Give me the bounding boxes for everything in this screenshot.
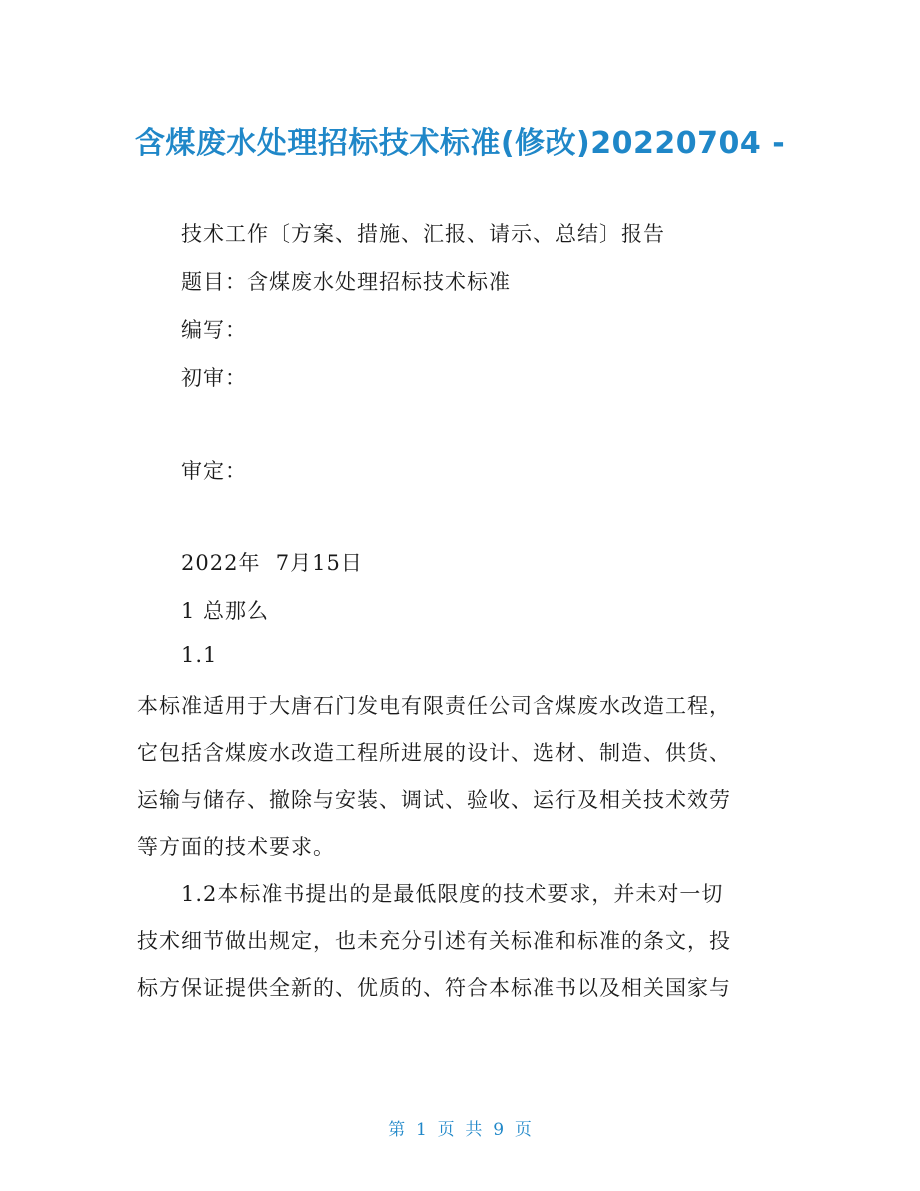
- page-footer: 第 1 页 共 9 页: [388, 1120, 532, 1140]
- report-type-line: 技术工作〔方案、措施、汇报、请示、总结〕报告: [181, 222, 665, 246]
- paragraph-line: 它包括含煤废水改造工程所进展的设计、选材、制造、供货、: [137, 741, 731, 765]
- paragraph-line: 运输与储存、撤除与安装、调试、验收、运行及相关技术效劳: [137, 788, 731, 812]
- author-line: 编写：: [181, 318, 247, 342]
- page-title: 含煤废水处理招标技术标准(修改)20220704 -: [134, 126, 786, 161]
- section-heading: 1 总那么: [181, 599, 270, 623]
- paragraph-line: 标方保证提供全新的、优质的、符合本标准书以及相关国家与: [137, 976, 731, 1000]
- date-line: 2022年 7月15日: [181, 551, 363, 575]
- preliminary-review-line: 初审：: [181, 366, 247, 390]
- paragraph-line: 1.2本标准书提出的是最低限度的技术要求，并未对一切: [181, 882, 724, 906]
- paragraph-line: 等方面的技术要求。: [137, 835, 335, 859]
- subsection-number: 1.1: [181, 643, 218, 667]
- paragraph-line: 技术细节做出规定，也未充分引述有关标准和标准的条文，投: [137, 929, 731, 953]
- approval-line: 审定：: [181, 459, 247, 483]
- paragraph-line: 本标准适用于大唐石门发电有限责任公司含煤废水改造工程，: [137, 694, 731, 718]
- subject-line: 题目：含煤废水处理招标技术标准: [181, 270, 511, 294]
